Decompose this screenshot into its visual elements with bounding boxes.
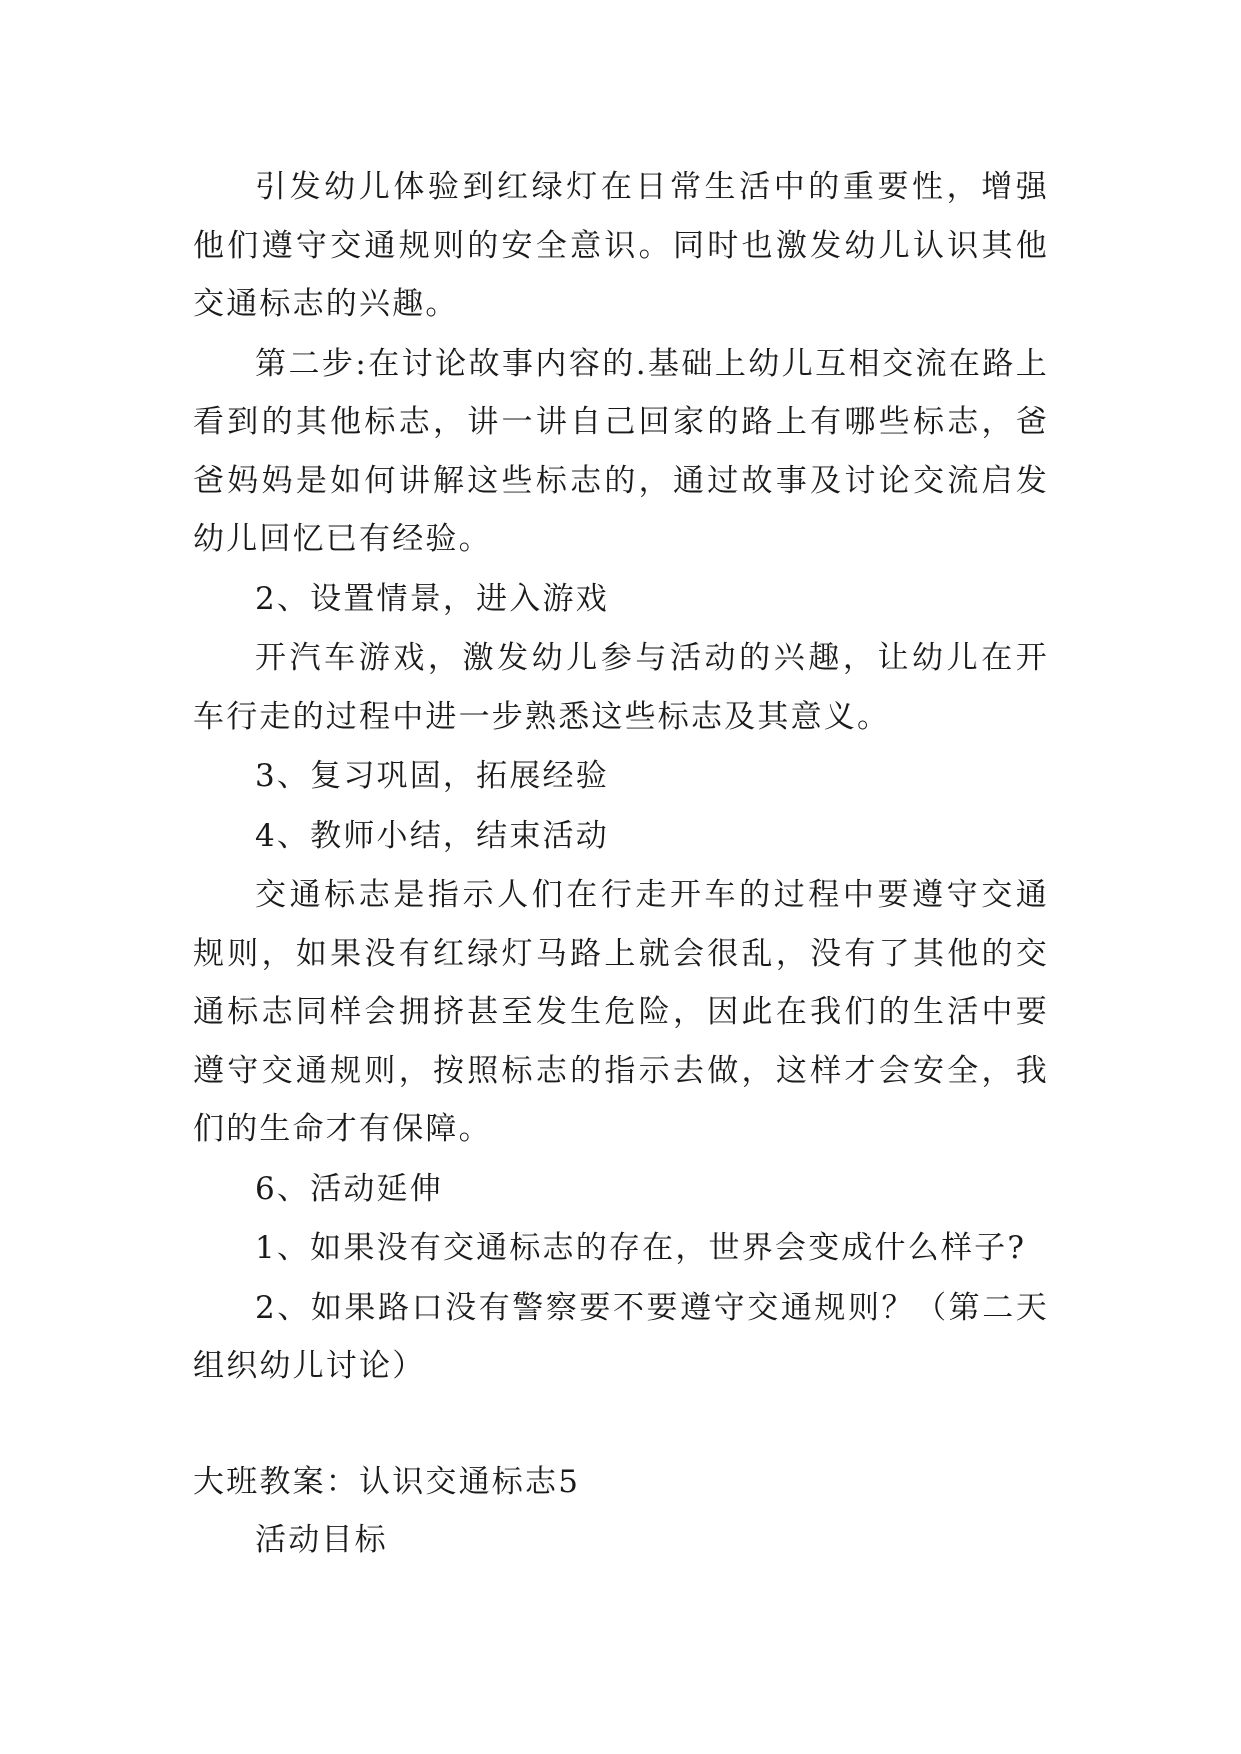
paragraph-question-two: 2、如果路口没有警察要不要遵守交通规则？（第二天组织幼儿讨论）: [193, 1289, 1049, 1384]
paragraph-traffic-signs: 交通标志是指示人们在行走开车的过程中要遵守交通规则，如果没有红绿灯马路上就会很乱，没有了其他的交通标志同样会拥挤甚至发生危险，因此在我们的生活中要遵守交通规则，按照标志的指示去做，这样才会安全，我们的生命才有保障。: [193, 877, 1049, 1147]
paragraph-intro: 引发幼儿体验到红绿灯在日常生活中的重要性，增强他们遵守交通规则的安全意识。同时也激发幼儿认识其他交通标志的兴趣。: [193, 169, 1049, 322]
section-spacer: [193, 1397, 1049, 1453]
paragraph-review: 3、复习巩固，拓展经验: [255, 758, 609, 794]
section-title: 大班教案：认识交通标志5: [193, 1463, 581, 1500]
paragraph-question-one: 1、如果没有交通标志的存在，世界会变成什么样子?: [255, 1230, 1027, 1266]
document-body: [193, 158, 1049, 1569]
paragraph-setup-scene: 2、设置情景，进入游戏: [255, 580, 609, 617]
paragraph-car-game: 开汽车游戏，激发幼儿参与活动的兴趣，让幼儿在开车行走的过程中进一步熟悉这些标志及其意义。: [193, 640, 1049, 735]
paragraph-extension: 6、活动延伸: [255, 1170, 443, 1207]
paragraph-step-two: 第二步:在讨论故事内容的.基础上幼儿互相交流在路上看到的其他标志，讲一讲自己回家的路上有哪些标志，爸爸妈妈是如何讲解这些标志的，通过故事及讨论交流启发幼儿回忆已有经验。: [193, 345, 1049, 557]
paragraph-summary: 4、教师小结，结束活动: [255, 817, 609, 854]
section-subheading: 活动目标: [255, 1521, 388, 1558]
